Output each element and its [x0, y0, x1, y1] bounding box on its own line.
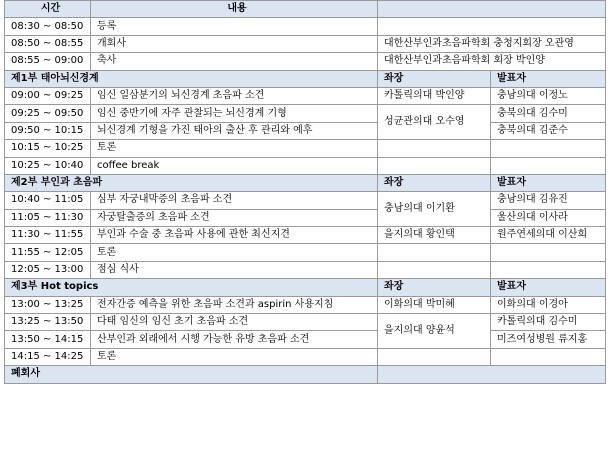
closing-title: 폐회사 — [5, 366, 378, 383]
empty-cell — [378, 244, 491, 261]
title-cell: 등록 — [91, 18, 378, 35]
chair-cell: 대한산부인과초음파학회 회장 박인양 — [378, 53, 606, 70]
speaker-cell: 충북의대 김수미 — [491, 105, 606, 122]
empty-cell — [491, 140, 606, 157]
time-cell: 12:05 ~ 13:00 — [5, 261, 91, 278]
speaker-cell: 카톨릭의대 김수미 — [491, 314, 606, 331]
table-row — [5, 314, 606, 331]
table-row — [5, 348, 606, 365]
title-cell: 뇌신경계 기형을 가진 태아의 출산 후 관리와 예후 — [91, 122, 378, 139]
title-cell: 토론 — [91, 244, 378, 261]
title-cell: 점심 식사 — [91, 261, 378, 278]
empty-cell — [491, 244, 606, 261]
speaker-column-label: 발표자 — [491, 174, 606, 191]
chair-cell: 성균관의대 오수영 — [378, 105, 491, 140]
header-blank-cell — [378, 1, 606, 18]
speaker-column-label: 발표자 — [491, 70, 606, 87]
time-cell: 09:00 ~ 09:25 — [5, 87, 91, 104]
chair-cell: 카톨릭의대 박인양 — [378, 87, 491, 104]
closing-row — [5, 366, 606, 383]
time-cell: 11:30 ~ 11:55 — [5, 227, 91, 244]
chair-column-label: 좌장 — [378, 174, 491, 191]
empty-cell — [491, 157, 606, 174]
title-cell: 임신 일삼분기의 뇌신경계 초음파 소견 — [91, 87, 378, 104]
speaker-cell: 이화의대 이경아 — [491, 296, 606, 313]
chair-cell: 대한산부인과초음파학회 충청지회장 오관영 — [378, 35, 606, 52]
time-cell: 14:15 ~ 14:25 — [5, 348, 91, 365]
time-cell: 09:25 ~ 09:50 — [5, 105, 91, 122]
time-cell: 11:55 ~ 12:05 — [5, 244, 91, 261]
speaker-column-label: 발표자 — [491, 279, 606, 296]
empty-cell — [378, 261, 491, 278]
speaker-cell: 충남의대 이정노 — [491, 87, 606, 104]
speaker-cell: 원주연세의대 이산희 — [491, 227, 606, 244]
table-row — [5, 227, 606, 244]
time-cell: 08:30 ~ 08:50 — [5, 18, 91, 35]
section-header-row — [5, 279, 606, 296]
title-cell: 산부인과 외래에서 시행 가능한 유방 초음파 소견 — [91, 331, 378, 348]
title-cell: 토론 — [91, 348, 378, 365]
chair-cell: 을지의대 황인택 — [378, 227, 491, 244]
empty-cell — [378, 157, 491, 174]
title-cell: 전자간증 예측을 위한 초음파 소견과 aspirin 사용지침 — [91, 296, 378, 313]
speaker-cell: 충남의대 김유진 — [491, 192, 606, 209]
speaker-cell: 충북의대 김준수 — [491, 122, 606, 139]
chair-cell — [378, 18, 606, 35]
table-row — [5, 261, 606, 278]
section-title: 제3부 Hot topics — [5, 279, 378, 296]
speaker-cell: 미즈여성병원 류지홍 — [491, 331, 606, 348]
table-row — [5, 35, 606, 52]
empty-cell — [378, 140, 491, 157]
time-cell: 13:50 ~ 14:15 — [5, 331, 91, 348]
time-cell: 10:25 ~ 10:40 — [5, 157, 91, 174]
title-cell: 다태 임신의 임신 초기 초음파 소견 — [91, 314, 378, 331]
time-cell: 09:50 ~ 10:15 — [5, 122, 91, 139]
content-column-header: 내용 — [91, 1, 378, 18]
title-cell: 개회사 — [91, 35, 378, 52]
table-row — [5, 331, 606, 348]
chair-cell: 을지의대 양윤석 — [378, 314, 491, 349]
table-row — [5, 157, 606, 174]
chair-column-label: 좌장 — [378, 70, 491, 87]
empty-cell — [491, 261, 606, 278]
table-row — [5, 87, 606, 104]
section-header-row — [5, 70, 606, 87]
table-row — [5, 18, 606, 35]
chair-cell: 이화의대 박미혜 — [378, 296, 491, 313]
title-cell: coffee break — [91, 157, 378, 174]
table-row — [5, 105, 606, 122]
table-row — [5, 296, 606, 313]
section-title: 제1부 태아뇌신경계 — [5, 70, 378, 87]
chair-column-label: 좌장 — [378, 279, 491, 296]
time-column-header: 시간 — [5, 1, 91, 18]
table-row — [5, 140, 606, 157]
section-title: 제2부 부인과 초음파 — [5, 174, 378, 191]
title-cell: 부인과 수술 중 초음파 사용에 관한 최신지견 — [91, 227, 378, 244]
time-cell: 10:40 ~ 11:05 — [5, 192, 91, 209]
chair-cell: 충남의대 이기환 — [378, 192, 491, 227]
table-row — [5, 192, 606, 209]
section-header-row — [5, 174, 606, 191]
time-cell: 13:00 ~ 13:25 — [5, 296, 91, 313]
schedule-table — [4, 0, 606, 384]
time-cell: 11:05 ~ 11:30 — [5, 209, 91, 226]
title-cell: 임신 중반기에 자주 관찰되는 뇌신경계 기형 — [91, 105, 378, 122]
title-cell: 자궁탈출증의 초음파 소견 — [91, 209, 378, 226]
time-cell: 08:55 ~ 09:00 — [5, 53, 91, 70]
empty-cell — [378, 348, 491, 365]
closing-blank-cell — [378, 366, 606, 383]
title-cell: 토론 — [91, 140, 378, 157]
header-row — [5, 1, 606, 18]
title-cell: 심부 자궁내막증의 초음파 소견 — [91, 192, 378, 209]
table-row — [5, 53, 606, 70]
time-cell: 10:15 ~ 10:25 — [5, 140, 91, 157]
empty-cell — [491, 348, 606, 365]
table-row — [5, 244, 606, 261]
table-row — [5, 122, 606, 139]
time-cell: 13:25 ~ 13:50 — [5, 314, 91, 331]
speaker-cell: 울산의대 이사라 — [491, 209, 606, 226]
time-cell: 08:50 ~ 08:55 — [5, 35, 91, 52]
table-row — [5, 209, 606, 226]
title-cell: 축사 — [91, 53, 378, 70]
